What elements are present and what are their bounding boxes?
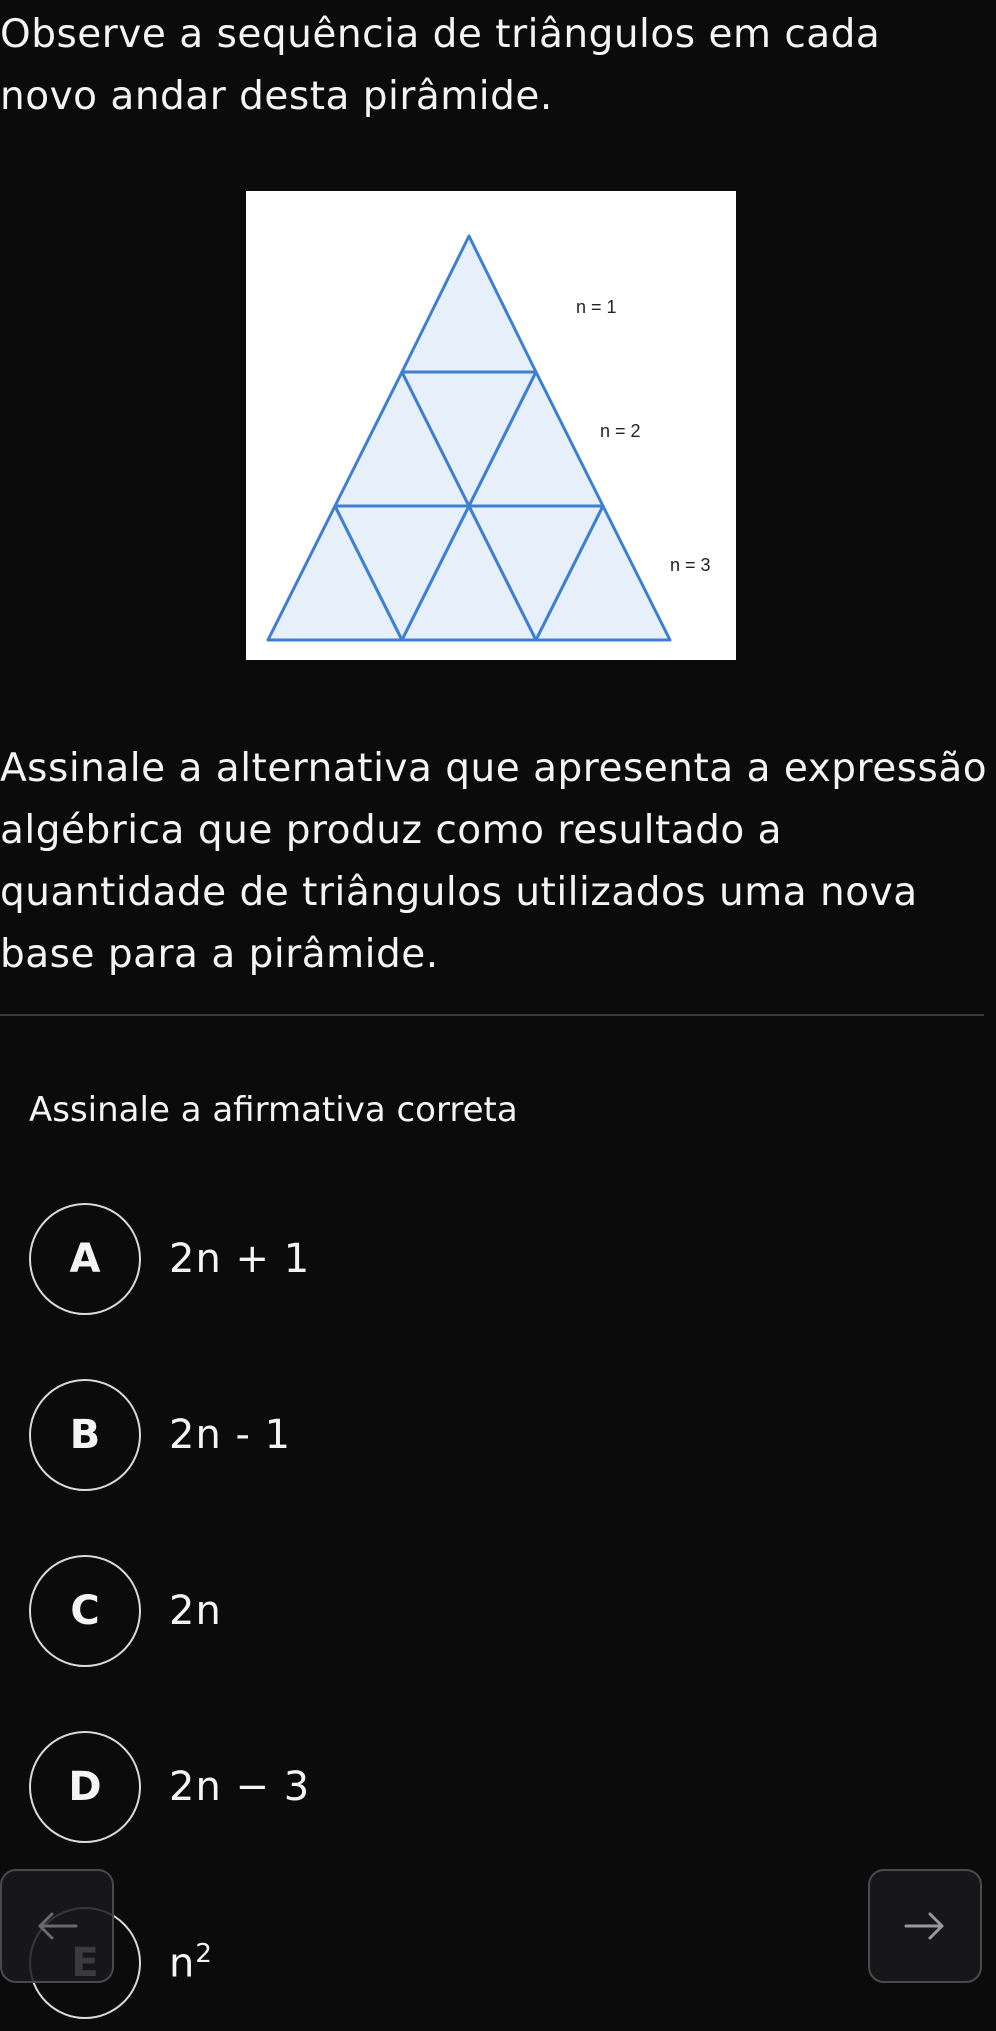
question-intro: Observe a sequência de triângulos em cada novo andar desta pirâmide. (0, 12, 881, 119)
option-c[interactable] (29, 1553, 729, 1669)
option-text: 2n - 1 (169, 1412, 292, 1458)
instruction-text: Assinale a afirmativa correta (29, 1090, 518, 1130)
option-letter: C (29, 1555, 141, 1667)
label-n2: n = 2 (600, 421, 641, 441)
arrow-left-icon (32, 1906, 82, 1946)
option-d[interactable] (29, 1729, 729, 1845)
option-text: 2n (169, 1588, 222, 1634)
option-text (169, 1939, 213, 1986)
option-e[interactable] (29, 1905, 729, 2021)
option-exponent: 2 (195, 1939, 213, 1970)
previous-button[interactable] (0, 1869, 114, 1983)
option-letter: D (29, 1731, 141, 1843)
arrow-right-icon (900, 1906, 950, 1946)
option-a[interactable] (29, 1201, 729, 1317)
next-button[interactable] (868, 1869, 982, 1983)
option-base: n (169, 1940, 196, 1987)
label-n3: n = 3 (670, 555, 711, 575)
pyramid-svg (246, 191, 736, 660)
option-text: 2n + 1 (169, 1236, 311, 1282)
triangle-up-1 (402, 236, 536, 372)
label-n1: n = 1 (576, 297, 617, 317)
option-text: 2n − 3 (169, 1764, 311, 1810)
option-b[interactable] (29, 1377, 729, 1493)
option-letter: A (29, 1203, 141, 1315)
divider (0, 1014, 984, 1016)
option-letter: B (29, 1379, 141, 1491)
question-prompt: Assinale a alternativa que apresenta a expressão algébrica que produz como resultado a quantidade de triângulos utilizados uma nova base para a pirâmide. (0, 746, 988, 977)
pyramid-figure (246, 191, 736, 660)
